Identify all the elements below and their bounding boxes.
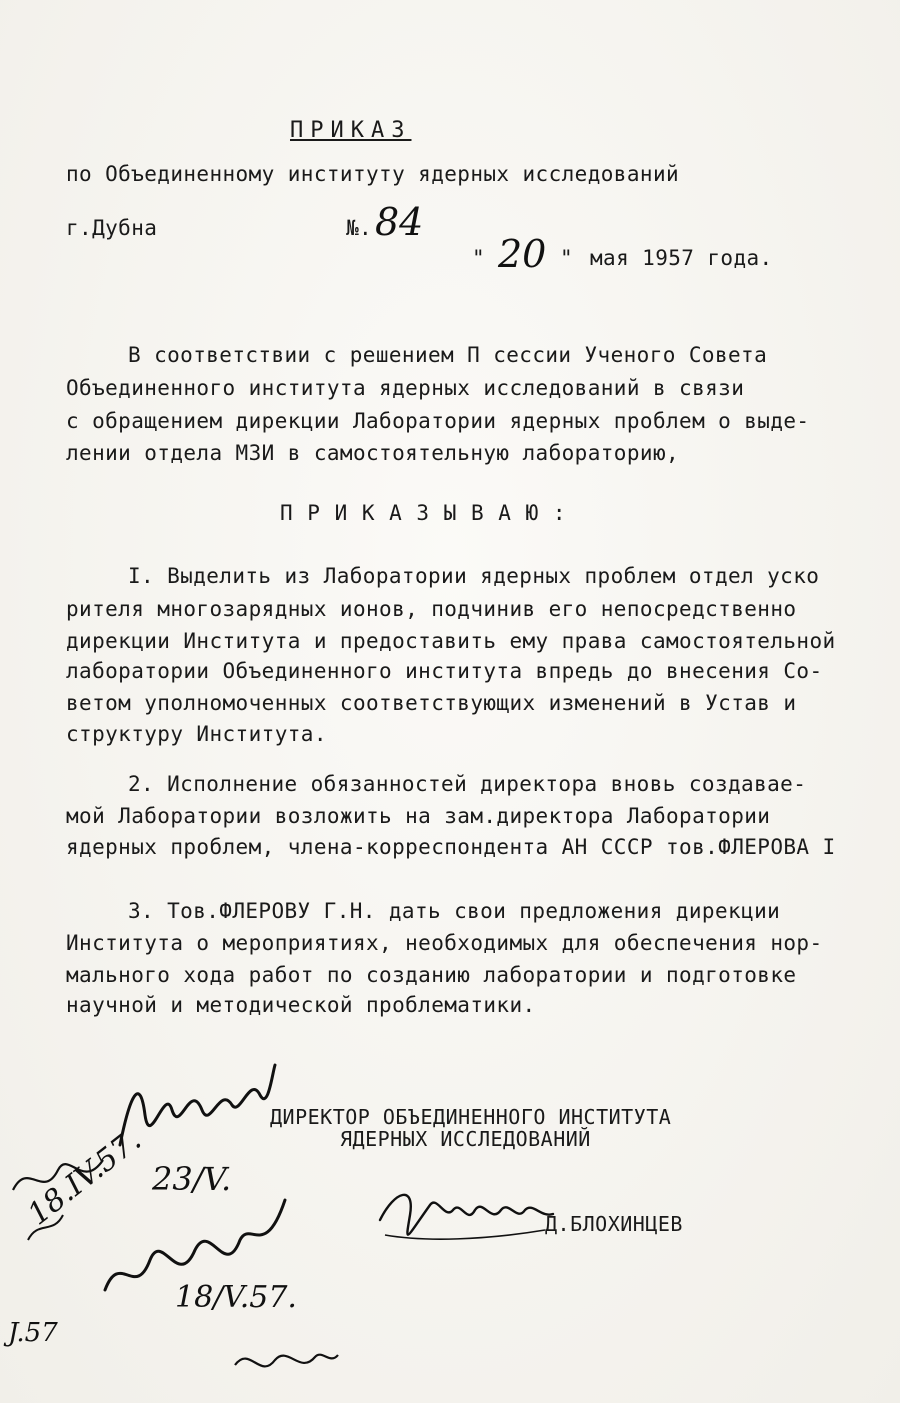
director-signature	[375, 1180, 555, 1250]
date-open-quote: "	[472, 246, 486, 270]
annotation-date-2: 23/V.	[152, 1160, 232, 1198]
item-1-line-1: I. Выделить из Лаборатории ядерных проблем отдел уско	[128, 564, 820, 588]
preamble-line-4: лении отдела МЗИ в самостоятельную лабораторию,	[66, 441, 680, 465]
preamble-line-1: В соответствии с решением П сессии Ученого Совета	[128, 343, 768, 367]
item-3-line-4: научной и методической проблематики.	[66, 993, 536, 1017]
city-label: г.Дубна	[66, 216, 158, 240]
item-3-line-3: мального хода работ по созданию лаборатории и подготовке	[66, 963, 797, 987]
item-3-line-2: Института о мероприятиях, необходимых для обеспечения нор-	[66, 931, 823, 955]
item-1-line-4: лаборатории Объединенного института впредь до внесения Со-	[66, 659, 823, 683]
order-number-label: №.	[346, 216, 373, 240]
annotation-date-4: J.57	[8, 1318, 58, 1348]
item-2-line-3: ядерных проблем, члена-корреспондента АН СССР тов.ФЛЕРОВА I	[66, 835, 836, 859]
visa-scribble-bottom	[230, 1335, 340, 1385]
item-2-line-1: 2. Исполнение обязанностей директора вновь создавае-	[128, 772, 807, 796]
preamble-line-2: Объединенного института ядерных исследований в связи	[66, 376, 745, 400]
item-1-line-5: ветом уполномоченных соответствующих изменений в Устав и	[66, 691, 797, 715]
item-1-line-6: структуру Института.	[66, 722, 327, 746]
page-title: ПРИКАЗ	[290, 118, 412, 143]
item-1-line-3: дирекции Института и предоставить ему права самостоятельной	[66, 629, 836, 653]
annotation-date-1: 18.IV.57.	[21, 1122, 148, 1233]
item-1-line-2: рителя многозарядных ионов, подчинив его непосредственно	[66, 597, 797, 621]
date-close-quote: "	[560, 246, 574, 270]
document-subtitle: по Объединенному институту ядерных исследований	[66, 162, 680, 186]
annotation-date-3: 18/V.57.	[175, 1280, 297, 1315]
signatory-position-line-1: ДИРЕКТОР ОБЪЕДИНЕННОГО ИНСТИТУТА	[270, 1105, 672, 1129]
order-heading: П Р И К А З Ы В А Ю :	[280, 501, 567, 525]
date-day-handwritten: 20	[498, 232, 547, 276]
order-number-handwritten: 84	[375, 200, 424, 244]
signatory-name: Д.БЛОХИНЦЕВ	[545, 1212, 683, 1236]
preamble-line-3: с обращением дирекции Лаборатории ядерных проблем о выде-	[66, 409, 810, 433]
item-2-line-2: мой Лаборатории возложить на зам.директора Лаборатории	[66, 804, 771, 828]
date-month-year: мая 1957 года.	[590, 246, 773, 270]
signatory-position-line-2: ЯДЕРНЫХ ИССЛЕДОВАНИЙ	[340, 1127, 591, 1151]
item-3-line-1: 3. Тов.ФЛЕРОВУ Г.Н. дать свои предложения дирекции	[128, 899, 781, 923]
